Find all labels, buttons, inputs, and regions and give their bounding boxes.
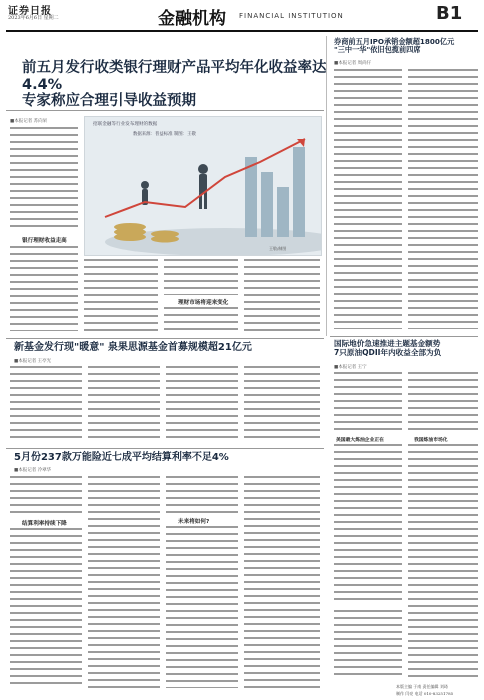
lead-body-col3-b xyxy=(164,307,238,331)
mid-left-headline: 新基金发行现"暖意" 泉果思源基金首募规模超21亿元 xyxy=(14,342,252,353)
bottom-left-rule xyxy=(6,448,324,449)
side-mid-body-col1-a xyxy=(334,372,402,432)
illustration-credit: 王敬/制图 xyxy=(269,246,287,251)
lead-body-col2 xyxy=(84,259,158,331)
side-top-byline: ■本报记者 周尚仔 xyxy=(334,61,372,66)
column-divider xyxy=(326,36,327,336)
mid-left-body-col2 xyxy=(88,366,160,442)
section-subtitle-en: FINANCIAL INSTITUTION xyxy=(239,12,344,20)
side-mid-subhead-1: 美国最大炼油企业正在 xyxy=(336,438,384,443)
issue-date: 2023年6月6日 星期二 xyxy=(8,15,59,21)
lead-rule xyxy=(6,110,324,111)
side-mid-body-col2-b xyxy=(408,444,478,680)
bottom-left-headline: 5月份237款万能险近七成平均结算利率不足4% xyxy=(14,452,229,463)
mid-left-rule xyxy=(6,338,324,339)
mid-left-byline: ■本报记者 王亭光 xyxy=(14,359,52,364)
bottom-left-body-col2 xyxy=(88,476,160,688)
bottom-left-body-col1-a xyxy=(10,476,82,516)
bottom-left-body-col4 xyxy=(244,476,320,688)
bottom-left-subhead-1: 结算利率持续下降 xyxy=(22,521,67,527)
side-mid-rule xyxy=(330,336,478,337)
masthead-rule xyxy=(6,30,478,32)
lead-body-col1-a xyxy=(10,127,78,232)
bottom-left-subhead-2: 未来将如何? xyxy=(178,519,210,525)
bottom-left-byline: ■本报记者 冷翠华 xyxy=(14,468,52,473)
lead-body-col3-a xyxy=(164,259,238,295)
bottom-left-body-col3-a xyxy=(166,476,238,514)
side-top-body-col2 xyxy=(408,69,478,329)
footer-editors: 本版主编 于南 责任编辑 刘琦 xyxy=(396,684,448,689)
side-top-headline: 券商前五月IPO承销金额超1800亿元 "三中一华"依旧包揽前四席 xyxy=(334,37,455,55)
lead-body-col4 xyxy=(244,259,320,331)
lead-subhead-1: 银行理财收益走高 xyxy=(22,238,67,244)
side-mid-subhead-2: 我国炼油市场化 xyxy=(414,438,448,443)
page-number: B1 xyxy=(436,3,463,24)
lead-body-col1-b xyxy=(10,246,78,331)
section-title: 金融机构 xyxy=(158,9,226,29)
side-mid-body-col1-c xyxy=(334,610,402,680)
lead-headline: 前五月发行收类银行理财产品平均年化收益率达4.4% 专家称应合理引导收益预期 xyxy=(22,60,327,110)
mid-left-body-col3 xyxy=(166,366,238,442)
bottom-left-body-col3-b xyxy=(166,526,238,688)
side-top-body-col1 xyxy=(334,69,402,329)
lead-byline: ■本报记者 苏向杲 xyxy=(10,119,48,124)
illustration-caption-2: 数据来源：普益标准 制图：王敬 xyxy=(133,132,196,137)
mid-left-body-col1 xyxy=(10,366,82,442)
footer-contact: 制作 闫亮 电话 010-83251785 xyxy=(396,691,454,696)
side-mid-body-col1-b xyxy=(334,444,402,604)
mid-left-body-col4 xyxy=(244,366,320,442)
bottom-left-body-col1-b xyxy=(10,528,82,688)
side-mid-headline: 国际地价急速推进主题基金额势 7只原油QDII年内收益全部为负 xyxy=(334,339,442,357)
side-mid-body-col2-a xyxy=(408,372,478,432)
side-mid-byline: ■本报记者 王宁 xyxy=(334,365,367,370)
lead-subhead-2: 理财市场将迎来变化 xyxy=(178,300,229,306)
illustration-caption-1: 招联金融等行业发布理财的数据 xyxy=(93,122,158,127)
illustration-graphic xyxy=(85,117,321,255)
newspaper-logo: 证券日报 xyxy=(8,6,52,17)
lead-illustration xyxy=(84,116,322,256)
